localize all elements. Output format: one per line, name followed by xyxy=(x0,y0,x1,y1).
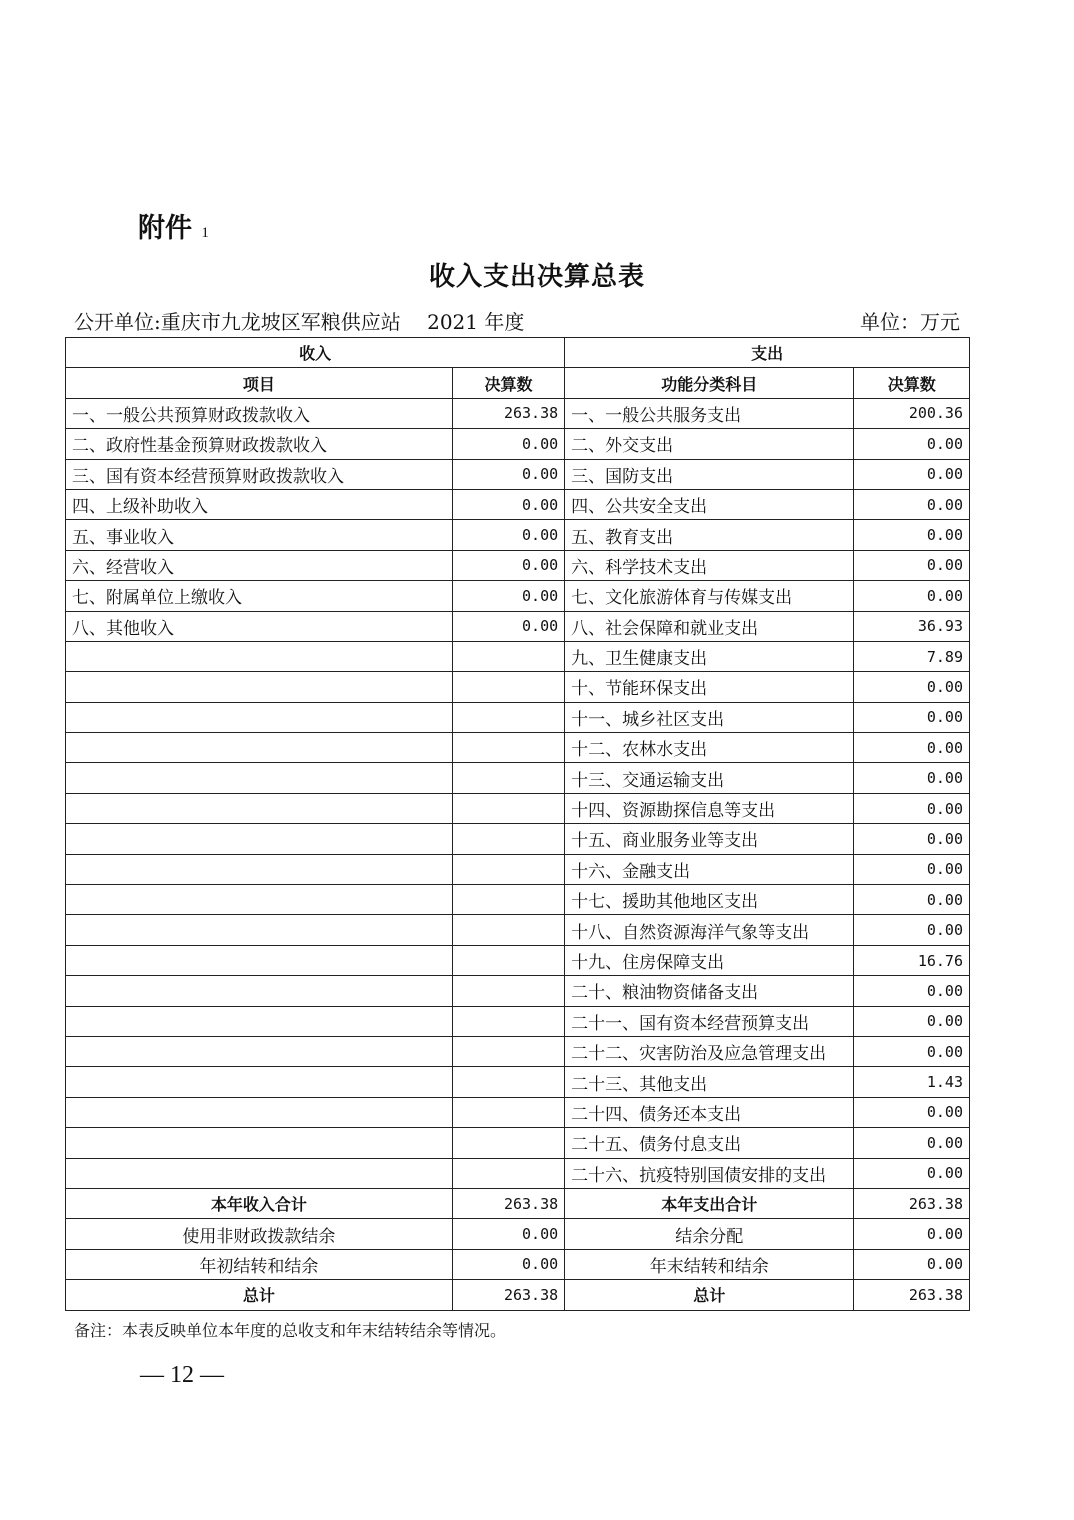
income-item xyxy=(66,885,453,915)
category-header: 功能分类科目 xyxy=(565,368,854,398)
expense-item: 四、公共安全支出 xyxy=(565,489,854,519)
table-row xyxy=(66,733,970,763)
expense-amount: 0.00 xyxy=(854,459,970,489)
income-item xyxy=(66,1097,453,1127)
table-row xyxy=(66,641,970,671)
expense-amount: 0.00 xyxy=(854,581,970,611)
expense-item: 十三、交通运输支出 xyxy=(565,763,854,793)
table-row xyxy=(66,885,970,915)
table-row xyxy=(66,1158,970,1188)
summary-income-label: 使用非财政拨款结余 xyxy=(66,1219,453,1249)
expense-amount: 0.00 xyxy=(854,1006,970,1036)
table-body xyxy=(66,398,970,1310)
expense-amount: 0.00 xyxy=(854,854,970,884)
summary-expense-label: 本年支出合计 xyxy=(565,1188,854,1218)
table-row xyxy=(66,1036,970,1066)
table-row xyxy=(66,1006,970,1036)
summary-expense-amount: 0.00 xyxy=(854,1219,970,1249)
expense-item: 十九、住房保障支出 xyxy=(565,945,854,975)
income-amount: 0.00 xyxy=(452,611,564,641)
expense-amount: 0.00 xyxy=(854,489,970,519)
amount-header: 决算数 xyxy=(452,368,564,398)
income-amount xyxy=(452,1128,564,1158)
expense-amount: 0.00 xyxy=(854,976,970,1006)
unit-info: 公开单位:重庆市九龙坡区军粮供应站 2021 年度 xyxy=(74,310,525,334)
table-row xyxy=(66,398,970,428)
expense-amount: 0.00 xyxy=(854,885,970,915)
table-row xyxy=(66,824,970,854)
expense-item: 十二、农林水支出 xyxy=(565,733,854,763)
expense-item: 二十六、抗疫特别国债安排的支出 xyxy=(565,1158,854,1188)
expense-amount: 0.00 xyxy=(854,702,970,732)
income-item: 一、一般公共预算财政拨款收入 xyxy=(66,398,453,428)
income-amount: 0.00 xyxy=(452,489,564,519)
table-row xyxy=(66,976,970,1006)
income-item xyxy=(66,1067,453,1097)
expense-item: 二十、粮油物资储备支出 xyxy=(565,976,854,1006)
income-amount xyxy=(452,702,564,732)
item-header: 项目 xyxy=(66,368,453,398)
currency-unit: 单位：万元 xyxy=(860,310,960,334)
expense-item: 二十二、灾害防治及应急管理支出 xyxy=(565,1036,854,1066)
income-item xyxy=(66,702,453,732)
income-item xyxy=(66,915,453,945)
expense-amount: 0.00 xyxy=(854,1036,970,1066)
income-amount: 0.00 xyxy=(452,550,564,580)
expense-item: 五、教育支出 xyxy=(565,520,854,550)
table-row xyxy=(66,763,970,793)
income-amount xyxy=(452,976,564,1006)
income-amount xyxy=(452,763,564,793)
income-amount xyxy=(452,854,564,884)
expense-item: 八、社会保障和就业支出 xyxy=(565,611,854,641)
income-amount xyxy=(452,1036,564,1066)
income-item: 二、政府性基金预算财政拨款收入 xyxy=(66,429,453,459)
summary-row xyxy=(66,1280,970,1310)
expense-amount: 0.00 xyxy=(854,550,970,580)
expense-item: 二十三、其他支出 xyxy=(565,1067,854,1097)
table-row xyxy=(66,1128,970,1158)
income-amount xyxy=(452,1067,564,1097)
expense-item: 二十一、国有资本经营预算支出 xyxy=(565,1006,854,1036)
income-amount xyxy=(452,1097,564,1127)
header-row-1 xyxy=(66,338,970,368)
expense-item: 二十五、债务付息支出 xyxy=(565,1128,854,1158)
income-amount xyxy=(452,1006,564,1036)
summary-income-label: 总计 xyxy=(66,1280,453,1310)
income-item xyxy=(66,672,453,702)
income-amount xyxy=(452,824,564,854)
footnote: 备注：本表反映单位本年度的总收支和年末结转结余等情况。 xyxy=(74,1321,507,1340)
income-item: 七、附属单位上缴收入 xyxy=(66,581,453,611)
expense-amount: 0.00 xyxy=(854,733,970,763)
header-row-2 xyxy=(66,368,970,398)
income-header: 收入 xyxy=(66,338,565,368)
income-item: 六、经营收入 xyxy=(66,550,453,580)
income-amount: 0.00 xyxy=(452,581,564,611)
expense-item: 十、节能环保支出 xyxy=(565,672,854,702)
expense-item: 六、科学技术支出 xyxy=(565,550,854,580)
table-row xyxy=(66,611,970,641)
attachment-label xyxy=(138,206,209,245)
income-item: 八、其他收入 xyxy=(66,611,453,641)
expense-item: 十四、资源勘探信息等支出 xyxy=(565,793,854,823)
table-row xyxy=(66,945,970,975)
income-amount: 0.00 xyxy=(452,520,564,550)
table-row xyxy=(66,429,970,459)
expense-header: 支出 xyxy=(565,338,970,368)
summary-expense-label: 年末结转和结余 xyxy=(565,1249,854,1279)
income-item xyxy=(66,945,453,975)
income-amount: 263.38 xyxy=(452,398,564,428)
page-number: — 12 — xyxy=(140,1362,224,1388)
page-title: 收入支出决算总表 xyxy=(428,262,645,292)
income-item xyxy=(66,824,453,854)
income-amount xyxy=(452,885,564,915)
summary-expense-label: 总计 xyxy=(565,1280,854,1310)
expense-amount: 0.00 xyxy=(854,429,970,459)
income-amount xyxy=(452,793,564,823)
summary-expense-amount: 263.38 xyxy=(854,1188,970,1218)
expense-amount: 200.36 xyxy=(854,398,970,428)
expense-item: 一、一般公共服务支出 xyxy=(565,398,854,428)
income-amount: 0.00 xyxy=(452,429,564,459)
summary-income-amount: 0.00 xyxy=(452,1219,564,1249)
table-row xyxy=(66,1097,970,1127)
income-item xyxy=(66,854,453,884)
table-row xyxy=(66,854,970,884)
expense-amount: 0.00 xyxy=(854,1158,970,1188)
expense-item: 九、卫生健康支出 xyxy=(565,641,854,671)
table-row xyxy=(66,793,970,823)
attachment-number: 1 xyxy=(201,225,209,241)
expense-amount: 36.93 xyxy=(854,611,970,641)
expense-item: 十七、援助其他地区支出 xyxy=(565,885,854,915)
summary-income-amount: 263.38 xyxy=(452,1280,564,1310)
expense-item: 二十四、债务还本支出 xyxy=(565,1097,854,1127)
summary-income-label: 本年收入合计 xyxy=(66,1188,453,1218)
table-row xyxy=(66,915,970,945)
table-row xyxy=(66,550,970,580)
expense-amount: 0.00 xyxy=(854,1097,970,1127)
income-amount xyxy=(452,641,564,671)
summary-row xyxy=(66,1188,970,1218)
expense-item: 十六、金融支出 xyxy=(565,854,854,884)
expense-item: 十五、商业服务业等支出 xyxy=(565,824,854,854)
income-item xyxy=(66,1006,453,1036)
income-item xyxy=(66,976,453,1006)
expense-item: 三、国防支出 xyxy=(565,459,854,489)
expense-item: 十一、城乡社区支出 xyxy=(565,702,854,732)
expense-amount: 0.00 xyxy=(854,672,970,702)
attachment-text: 附件 xyxy=(138,213,192,244)
summary-income-amount: 0.00 xyxy=(452,1249,564,1279)
income-item xyxy=(66,733,453,763)
income-amount xyxy=(452,915,564,945)
table-row xyxy=(66,1067,970,1097)
summary-expense-label: 结余分配 xyxy=(565,1219,854,1249)
budget-table xyxy=(65,337,970,1311)
income-item: 四、上级补助收入 xyxy=(66,489,453,519)
expense-item: 二、外交支出 xyxy=(565,429,854,459)
income-amount xyxy=(452,945,564,975)
summary-expense-amount: 263.38 xyxy=(854,1280,970,1310)
income-item xyxy=(66,1128,453,1158)
expense-amount: 0.00 xyxy=(854,915,970,945)
income-amount xyxy=(452,1158,564,1188)
table-row xyxy=(66,520,970,550)
expense-item: 十八、自然资源海洋气象等支出 xyxy=(565,915,854,945)
summary-expense-amount: 0.00 xyxy=(854,1249,970,1279)
expense-amount: 0.00 xyxy=(854,763,970,793)
expense-amount: 0.00 xyxy=(854,793,970,823)
income-amount: 0.00 xyxy=(452,459,564,489)
summary-row xyxy=(66,1249,970,1279)
income-item xyxy=(66,641,453,671)
expense-amount: 0.00 xyxy=(854,520,970,550)
table-row xyxy=(66,489,970,519)
income-amount xyxy=(452,733,564,763)
summary-income-amount: 263.38 xyxy=(452,1188,564,1218)
table-row xyxy=(66,581,970,611)
expense-amount: 1.43 xyxy=(854,1067,970,1097)
expense-item: 七、文化旅游体育与传媒支出 xyxy=(565,581,854,611)
expense-amount: 0.00 xyxy=(854,824,970,854)
income-item: 三、国有资本经营预算财政拨款收入 xyxy=(66,459,453,489)
amount-header-2: 决算数 xyxy=(854,368,970,398)
income-item xyxy=(66,1158,453,1188)
income-item xyxy=(66,793,453,823)
table-row xyxy=(66,672,970,702)
expense-amount: 16.76 xyxy=(854,945,970,975)
income-amount xyxy=(452,672,564,702)
table-row xyxy=(66,459,970,489)
income-item: 五、事业收入 xyxy=(66,520,453,550)
summary-income-label: 年初结转和结余 xyxy=(66,1249,453,1279)
income-item xyxy=(66,763,453,793)
expense-amount: 0.00 xyxy=(854,1128,970,1158)
expense-amount: 7.89 xyxy=(854,641,970,671)
income-item xyxy=(66,1036,453,1066)
summary-row xyxy=(66,1219,970,1249)
table-row xyxy=(66,702,970,732)
